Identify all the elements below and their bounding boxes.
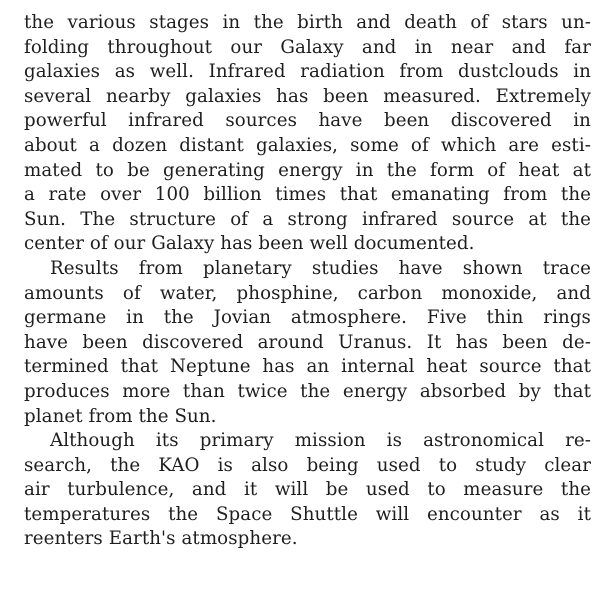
text-line: air turbulence, and it will be used to measure the: [24, 479, 591, 501]
text-line: Results from planetary studies have shown trace: [50, 257, 591, 279]
text-line: folding throughout our Galaxy and in near and far: [24, 36, 591, 58]
text-line: termined that Neptune has an internal heat source that: [24, 356, 591, 378]
text-line: search, the KAO is also being used to study clear: [24, 454, 591, 476]
text-line: several nearby galaxies has been measured. Extremely: [24, 85, 591, 107]
text-line: galaxies as well. Infrared radiation from dustclouds in: [24, 61, 591, 83]
text-line: germane in the Jovian atmosphere. Five thin rings: [24, 307, 591, 329]
text-line: a rate over 100 billion times that emanating from the: [24, 184, 591, 206]
text-line: Although its primary mission is astronomical re-: [50, 430, 591, 452]
paragraph-2: [24, 257, 591, 429]
text-line: powerful infrared sources have been discovered in: [24, 110, 591, 132]
text-line: the various stages in the birth and death of stars un-: [24, 12, 591, 33]
text-line: temperatures the Space Shuttle will encounter as it: [24, 503, 591, 525]
text-line: mated to be generating energy in the form of heat at: [24, 159, 591, 181]
text-line: planet from the Sun.: [24, 405, 217, 427]
text-line: amounts of water, phosphine, carbon monoxide, and: [24, 282, 591, 304]
paragraph-3: [24, 429, 591, 552]
text-line: have been discovered around Uranus. It has been de-: [24, 331, 591, 353]
body-text: [24, 11, 591, 552]
text-line: about a dozen distant galaxies, some of which are esti-: [24, 134, 591, 156]
text-line: Sun. The structure of a strong infrared source at the: [24, 208, 591, 230]
text-line: produces more than twice the energy absorbed by that: [24, 380, 591, 402]
text-line: reenters Earth's atmosphere.: [24, 528, 298, 550]
text-line: center of our Galaxy has been well documented.: [24, 233, 475, 255]
paragraph-1: [24, 11, 591, 257]
